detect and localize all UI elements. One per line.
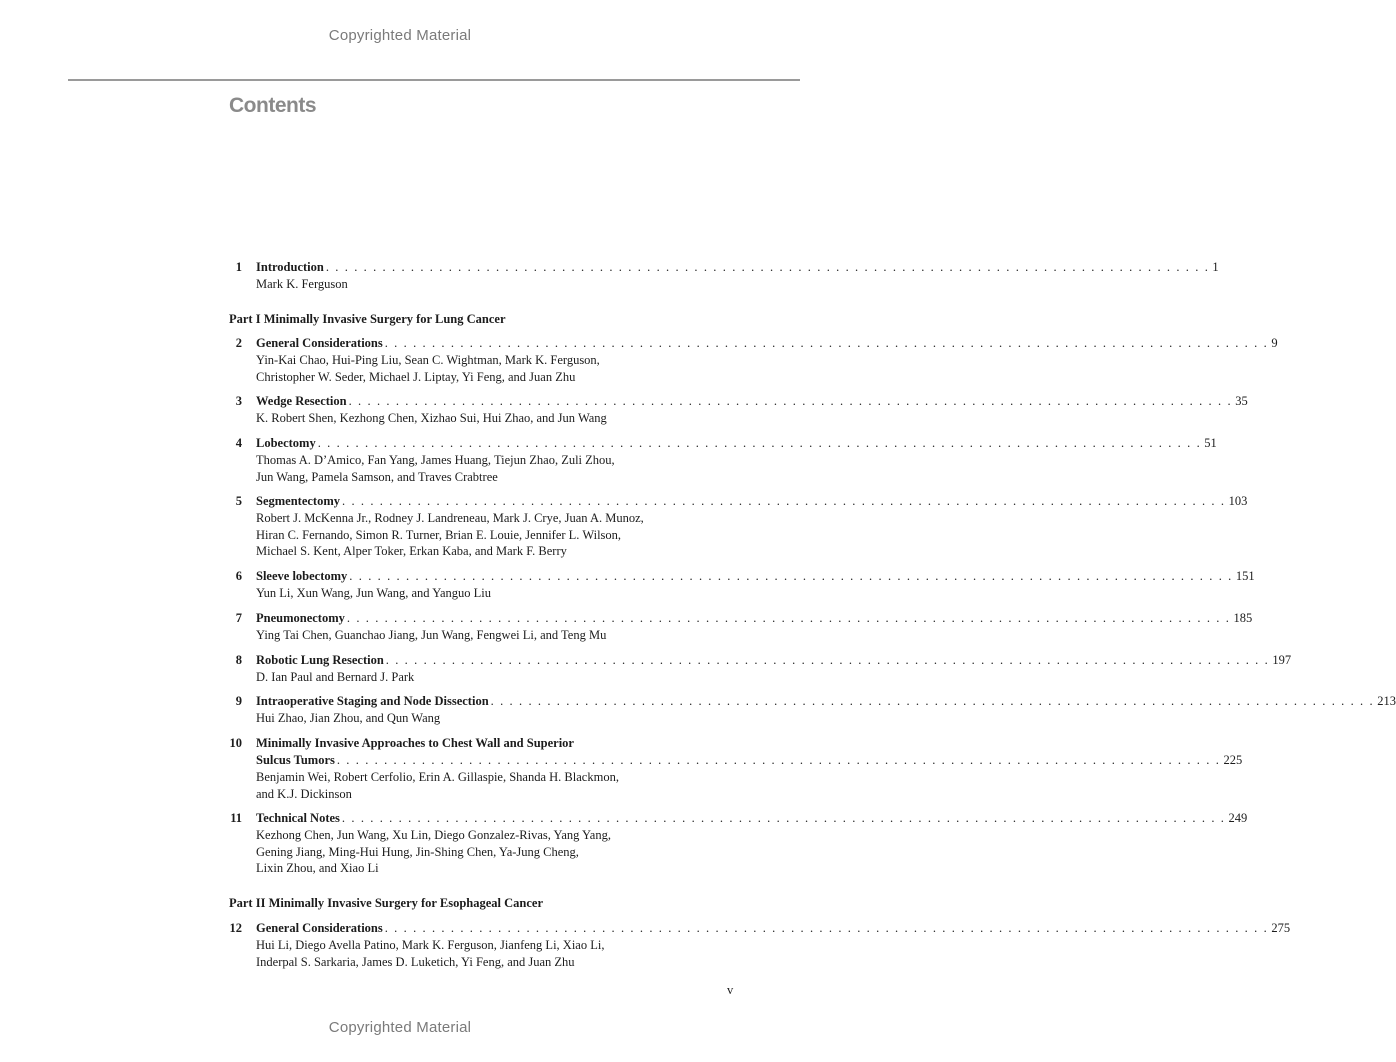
author-line: and K.J. Dickinson — [256, 786, 352, 801]
dot-leader: . . . . . . . . . . . . . . . . . . . . . . . . . . . . . . . . . . . . . . . . . . . . . . . . . . . . . . . . . . . . . . . . . . . . . . . . . . . . . . . . . . . . . . . . . . . . . . — [490, 694, 1375, 708]
page-number: 225 — [1223, 753, 1243, 767]
dot-leader: . . . . . . . . . . . . . . . . . . . . . . . . . . . . . . . . . . . . . . . . . . . . . . . . . . . . . . . . . . . . . . . . . . . . . . . . . . . . . . . . . . . . . . . . . . . . . . — [348, 394, 1233, 408]
chapter-title-line — [256, 435, 1217, 452]
author-line: Lixin Zhou, and Xiao Li — [256, 861, 379, 876]
author-line: Gening Jiang, Ming-Hui Hung, Jin-Shing Chen, Ya-Jung Cheng, — [256, 844, 579, 859]
chapter-authors — [256, 627, 676, 644]
chapter-title[interactable]: Sleeve lobectomy — [256, 569, 348, 583]
dot-leader: . . . . . . . . . . . . . . . . . . . . . . . . . . . . . . . . . . . . . . . . . . . . . . . . . . . . . . . . . . . . . . . . . . . . . . . . . . . . . . . . . . . . . . . . . . . . . . — [336, 753, 1221, 767]
page-number: 213 — [1377, 694, 1396, 708]
page-number: 35 — [1235, 394, 1248, 408]
author-line: Hui Zhao, Jian Zhou, and Qun Wang — [256, 711, 441, 725]
author-line: Ying Tai Chen, Guanchao Jiang, Jun Wang, Fengwei Li, and Teng Mu — [256, 628, 607, 642]
author-line: Hui Li, Diego Avella Patino, Mark K. Ferguson, Jianfeng Li, Xiao Li, — [256, 938, 605, 952]
chapter-title-line — [256, 610, 1253, 627]
chapter-authors — [256, 710, 676, 727]
chapter-number: 11 — [230, 811, 242, 825]
page-number: 1 — [1212, 260, 1219, 274]
author-line: K. Robert Shen, Kezhong Chen, Xizhao Sui, Hui Zhao, and Jun Wang — [256, 411, 607, 425]
page-number: 197 — [1272, 653, 1292, 667]
author-line: D. Ian Paul and Bernard J. Park — [256, 670, 415, 684]
dot-leader: . . . . . . . . . . . . . . . . . . . . . . . . . . . . . . . . . . . . . . . . . . . . . . . . . . . . . . . . . . . . . . . . . . . . . . . . . . . . . . . . . . . . . . . . . . . . . . — [341, 811, 1226, 825]
chapter-authors — [256, 452, 676, 485]
chapter-title[interactable]: Introduction — [256, 260, 324, 274]
author-line: Hiran C. Fernando, Simon R. Turner, Brian E. Louie, Jennifer L. Wilson, — [256, 527, 622, 542]
chapter-title-line — [256, 752, 1243, 769]
part-heading-1: Part I Minimally Invasive Surgery for Lung Cancer — [229, 312, 506, 326]
author-line: Kezhong Chen, Jun Wang, Xu Lin, Diego Gonzalez-Rivas, Yang Yang, — [256, 828, 611, 842]
page-number: 249 — [1228, 811, 1248, 825]
chapter-authors — [256, 585, 676, 602]
chapter-authors — [256, 510, 676, 560]
dot-leader: . . . . . . . . . . . . . . . . . . . . . . . . . . . . . . . . . . . . . . . . . . . . . . . . . . . . . . . . . . . . . . . . . . . . . . . . . . . . . . . . . . . . . . . . . . . . . . — [325, 260, 1210, 274]
part-heading-2: Part II Minimally Invasive Surgery for Esophageal Cancer — [229, 896, 543, 910]
chapter-title-line — [256, 335, 1278, 352]
chapter-title[interactable]: General Considerations — [256, 336, 383, 350]
page-number: 9 — [1271, 336, 1278, 350]
author-line: Michael S. Kent, Alper Toker, Erkan Kaba, and Mark F. Berry — [256, 544, 567, 559]
chapter-number: 3 — [235, 394, 242, 408]
author-line: Jun Wang, Pamela Samson, and Traves Crabtree — [256, 469, 498, 484]
chapter-authors — [256, 352, 676, 385]
chapter-number: 12 — [229, 921, 242, 935]
author-line: Mark K. Ferguson — [256, 277, 348, 291]
chapter-authors — [256, 410, 676, 427]
chapter-authors — [256, 669, 676, 686]
chapter-title-first-line[interactable]: Minimally Invasive Approaches to Chest Wall and Superior — [256, 736, 574, 750]
dot-leader: . . . . . . . . . . . . . . . . . . . . . . . . . . . . . . . . . . . . . . . . . . . . . . . . . . . . . . . . . . . . . . . . . . . . . . . . . . . . . . . . . . . . . . . . . . . . . . — [384, 921, 1269, 935]
page-folio: v — [727, 983, 734, 997]
copyright-watermark-top: Copyrighted Material — [328, 27, 472, 44]
chapter-title-line — [256, 259, 1219, 276]
chapter-number: 1 — [235, 260, 242, 274]
chapter-title-line — [256, 493, 1248, 510]
chapter-title[interactable]: Segmentectomy — [256, 494, 340, 508]
chapter-title[interactable]: Sulcus Tumors — [256, 753, 335, 767]
chapter-authors — [256, 276, 676, 293]
chapter-authors — [256, 937, 676, 970]
page-number: 275 — [1271, 921, 1291, 935]
author-line: Yun Li, Xun Wang, Jun Wang, and Yanguo Liu — [256, 586, 492, 600]
chapter-authors — [256, 827, 676, 877]
page-number: 185 — [1233, 611, 1253, 625]
dot-leader: . . . . . . . . . . . . . . . . . . . . . . . . . . . . . . . . . . . . . . . . . . . . . . . . . . . . . . . . . . . . . . . . . . . . . . . . . . . . . . . . . . . . . . . . . . . . . . — [317, 436, 1202, 450]
chapter-number: 8 — [235, 653, 242, 667]
chapter-title-line — [256, 568, 1255, 585]
author-line: Christopher W. Seder, Michael J. Liptay, Yi Feng, and Juan Zhu — [256, 369, 576, 384]
author-line: Thomas A. D’Amico, Fan Yang, James Huang, Tiejun Zhao, Zuli Zhou, — [256, 453, 615, 467]
author-line: Inderpal S. Sarkaria, James D. Luketich, Yi Feng, and Juan Zhu — [256, 954, 575, 969]
dot-leader: . . . . . . . . . . . . . . . . . . . . . . . . . . . . . . . . . . . . . . . . . . . . . . . . . . . . . . . . . . . . . . . . . . . . . . . . . . . . . . . . . . . . . . . . . . . . . . — [342, 494, 1226, 508]
chapter-title[interactable]: Robotic Lung Resection — [256, 653, 384, 667]
chapter-number: 5 — [235, 494, 242, 508]
dot-leader: . . . . . . . . . . . . . . . . . . . . . . . . . . . . . . . . . . . . . . . . . . . . . . . . . . . . . . . . . . . . . . . . . . . . . . . . . . . . . . . . . . . . . . . . . . . . . . — [385, 653, 1270, 667]
page-number: 151 — [1235, 569, 1255, 583]
chapter-title[interactable]: Pneumonectomy — [256, 611, 345, 625]
author-line: Robert J. McKenna Jr., Rodney J. Landreneau, Mark J. Crye, Juan A. Munoz, — [256, 511, 644, 525]
chapter-title[interactable]: General Considerations — [256, 921, 383, 935]
chapter-number: 9 — [235, 694, 242, 708]
chapter-authors — [256, 769, 676, 802]
copyright-watermark-bottom: Copyrighted Material — [328, 1019, 472, 1036]
dot-leader: . . . . . . . . . . . . . . . . . . . . . . . . . . . . . . . . . . . . . . . . . . . . . . . . . . . . . . . . . . . . . . . . . . . . . . . . . . . . . . . . . . . . . . . . . . . . . . — [349, 569, 1233, 583]
chapter-title[interactable]: Technical Notes — [256, 811, 340, 825]
chapter-title-line — [256, 393, 1248, 410]
chapter-number: 7 — [235, 611, 242, 625]
dot-leader: . . . . . . . . . . . . . . . . . . . . . . . . . . . . . . . . . . . . . . . . . . . . . . . . . . . . . . . . . . . . . . . . . . . . . . . . . . . . . . . . . . . . . . . . . . . . . . — [384, 336, 1269, 350]
chapter-title[interactable]: Wedge Resection — [256, 394, 347, 408]
author-line: Yin-Kai Chao, Hui-Ping Liu, Sean C. Wightman, Mark K. Ferguson, — [256, 353, 600, 367]
page-number: 103 — [1228, 494, 1248, 508]
chapter-title-line — [256, 693, 1396, 710]
contents-heading: Contents — [229, 94, 316, 117]
chapter-title-line — [256, 652, 1292, 669]
page-number: 51 — [1204, 436, 1217, 450]
chapter-number: 10 — [229, 736, 242, 750]
chapter-number: 6 — [235, 569, 242, 583]
chapter-title-line — [256, 920, 1291, 937]
chapter-number: 4 — [235, 436, 242, 450]
chapter-number: 2 — [235, 336, 242, 350]
chapter-title-line — [256, 810, 1248, 827]
chapter-title[interactable]: Intraoperative Staging and Node Dissection — [256, 694, 489, 708]
chapter-title[interactable]: Lobectomy — [256, 436, 316, 450]
author-line: Benjamin Wei, Robert Cerfolio, Erin A. Gillaspie, Shanda H. Blackmon, — [256, 770, 619, 784]
dot-leader: . . . . . . . . . . . . . . . . . . . . . . . . . . . . . . . . . . . . . . . . . . . . . . . . . . . . . . . . . . . . . . . . . . . . . . . . . . . . . . . . . . . . . . . . . . . . . . — [346, 611, 1231, 625]
